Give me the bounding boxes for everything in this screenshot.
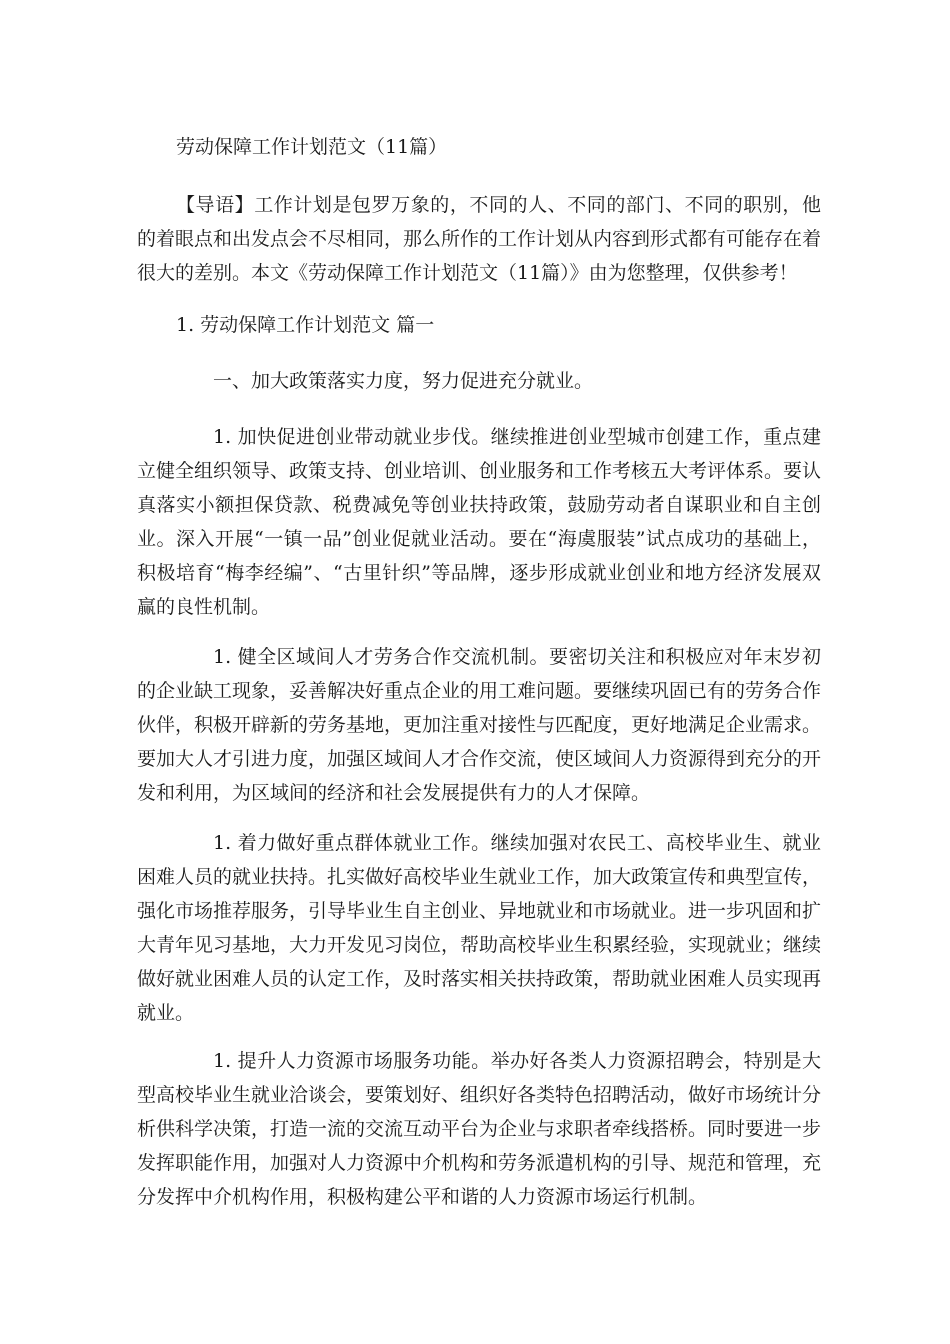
subsection-heading: 一、加大政策落实力度，努力促进充分就业。 (213, 370, 594, 392)
body-paragraph-4: 1. 提升人力资源市场服务功能。举办好各类人力资源招聘会，特别是大型高校毕业生就业洽谈会，要策划好、组织好各类特色招聘活动，做好市场统计分析供科学决策，打造一流的交流互动平台为企业与求职者牵线搭桥。同时要进一步发挥职能作用，加强对人力资源中介机构和劳务派遣机构的引导、规范和管理，充分发挥中介机构作用，积极构建公平和谐的人力资源市场运行机制。 (137, 1050, 822, 1208)
body-paragraph-3: 1. 着力做好重点群体就业工作。继续加强对农民工、高校毕业生、就业困难人员的就业扶持。扎实做好高校毕业生就业工作，加大政策宣传和典型宣传，强化市场推荐服务，引导毕业生自主创业、异地就业和市场就业。进一步巩固和扩大青年见习基地，大力开发见习岗位，帮助高校毕业生积累经验，实现就业；继续做好就业困难人员的认定工作，及时落实相关扶持政策，帮助就业困难人员实现再就业。 (137, 832, 822, 1024)
document-title: 劳动保障工作计划范文（11篇） (176, 136, 448, 158)
body-paragraph-1: 1. 加快促进创业带动就业步伐。继续推进创业型城市创建工作，重点建立健全组织领导、政策支持、创业培训、创业服务和工作考核五大考评体系。要认真落实小额担保贷款、税费减免等创业扶持政策，鼓励劳动者自谋职业和自主创业。深入开展“一镇一品”创业促就业活动。要在“海虞服装”试点成功的基础上，积极培育“梅李经编”、“古里针织”等品牌，逐步形成就业创业和地方经济发展双赢的良性机制。 (137, 426, 822, 618)
intro-paragraph: 【导语】工作计划是包罗万象的，不同的人、不同的部门、不同的职别，他的着眼点和出发点会不尽相同，那么所作的工作计划从内容到形式都有可能存在着很大的差别。本文《劳动保障工作计划范文（11篇）》由为您整理，仅供参考！ (137, 194, 822, 284)
body-paragraph-2: 1. 健全区域间人才劳务合作交流机制。要密切关注和积极应对年末岁初的企业缺工现象，妥善解决好重点企业的用工难问题。要继续巩固已有的劳务合作伙伴，积极开辟新的劳务基地，更加注重对接性与匹配度，更好地满足企业需求。要加大人才引进力度，加强区域间人才合作交流，使区域间人力资源得到充分的开发和利用，为区域间的经济和社会发展提供有力的人才保障。 (137, 646, 822, 804)
section-heading: 1. 劳动保障工作计划范文 篇一 (176, 314, 435, 336)
